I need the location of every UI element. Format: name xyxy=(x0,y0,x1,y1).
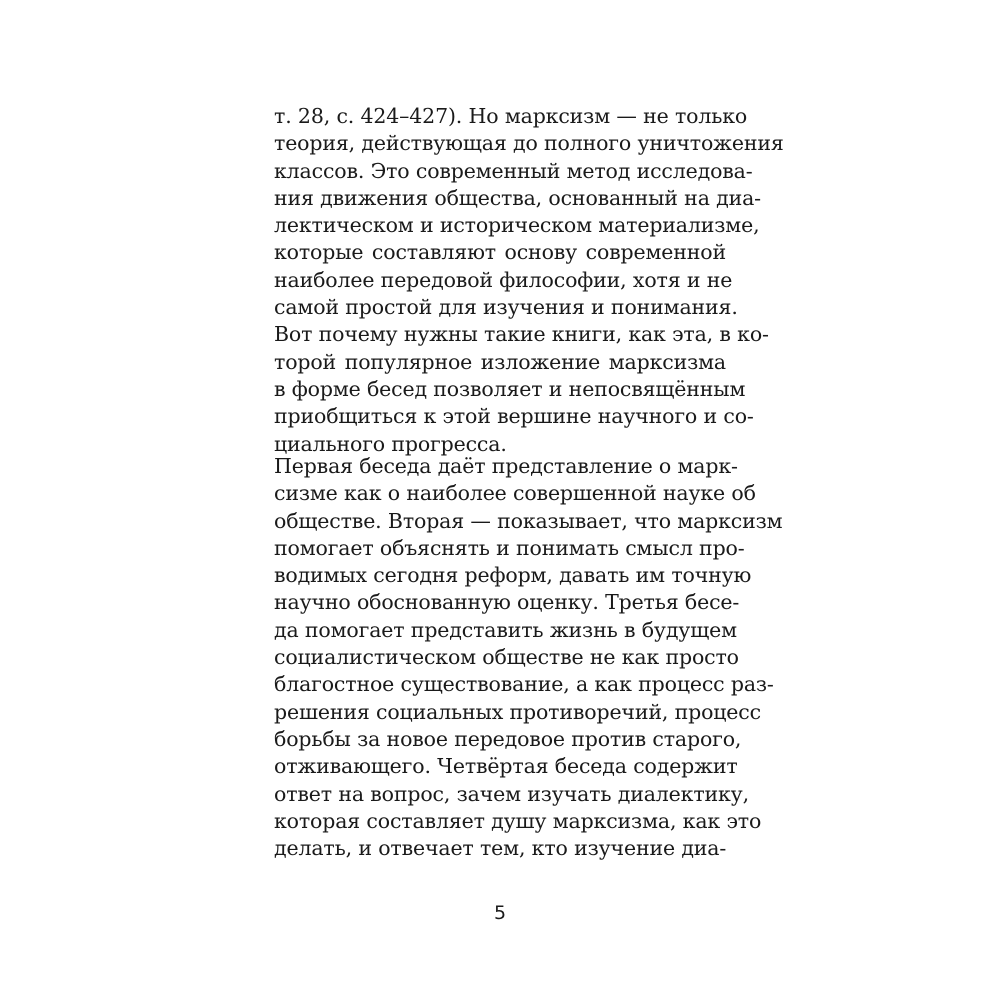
paragraph-2 xyxy=(274,453,783,862)
text-line: научно обоснованную оценку. Третья бесе- xyxy=(274,590,740,615)
text-line: отживающего. Четвёртая беседа содержит xyxy=(274,754,738,779)
text-line: Первая беседа даёт представление о марк- xyxy=(274,454,738,478)
text-line: благостное существование, а как процесс раз- xyxy=(274,672,774,697)
text-line: водимых сегодня реформ, давать им точную xyxy=(274,563,752,588)
text-line: обществе. Вторая — показывает, что марксизм xyxy=(274,508,783,533)
text-line: торой популярное изложение марксизма xyxy=(274,349,726,374)
text-line: помогает объяснять и понимать смысл про- xyxy=(274,535,745,560)
text-line: классов. Это современный метод исследова- xyxy=(274,158,753,183)
text-line: решения социальных противоречий, процесс xyxy=(274,699,761,724)
text-line: да помогает представить жизнь в будущем xyxy=(274,617,737,642)
text-line: теория, действующая до полного уничтожения xyxy=(274,131,784,156)
page-number: 5 xyxy=(493,902,507,924)
text-line: которая составляет душу марксизма, как это xyxy=(274,808,762,833)
text-line: самой простой для изучения и понимания. xyxy=(274,295,738,320)
text-line: наиболее передовой философии, хотя и не xyxy=(274,267,733,292)
text-line: ния движения общества, основанный на диа- xyxy=(274,185,761,210)
text-line: борьбы за новое передовое против старого, xyxy=(274,726,742,751)
paragraph-1 xyxy=(274,103,784,458)
text-line: в форме бесед позволяет и непосвящённым xyxy=(274,376,746,401)
text-line: делать, и отвечает тем, кто изучение диа- xyxy=(274,836,727,861)
text-line: Вот почему нужны такие книги, как эта, в ко- xyxy=(274,322,769,347)
text-line: лектическом и историческом материализме, xyxy=(274,213,760,238)
text-line: приобщиться к этой вершине научного и со- xyxy=(274,404,754,429)
text-line: ответ на вопрос, зачем изучать диалектику, xyxy=(274,781,749,806)
text-line: сизме как о наиболее совершенной науке об xyxy=(274,481,756,506)
text-line: т. 28, с. 424–427). Но марксизм — не только xyxy=(274,104,748,128)
text-line: циального прогресса. xyxy=(274,431,507,456)
text-line: которые составляют основу современной xyxy=(274,240,726,265)
text-line: социалистическом обществе не как просто xyxy=(274,645,739,670)
